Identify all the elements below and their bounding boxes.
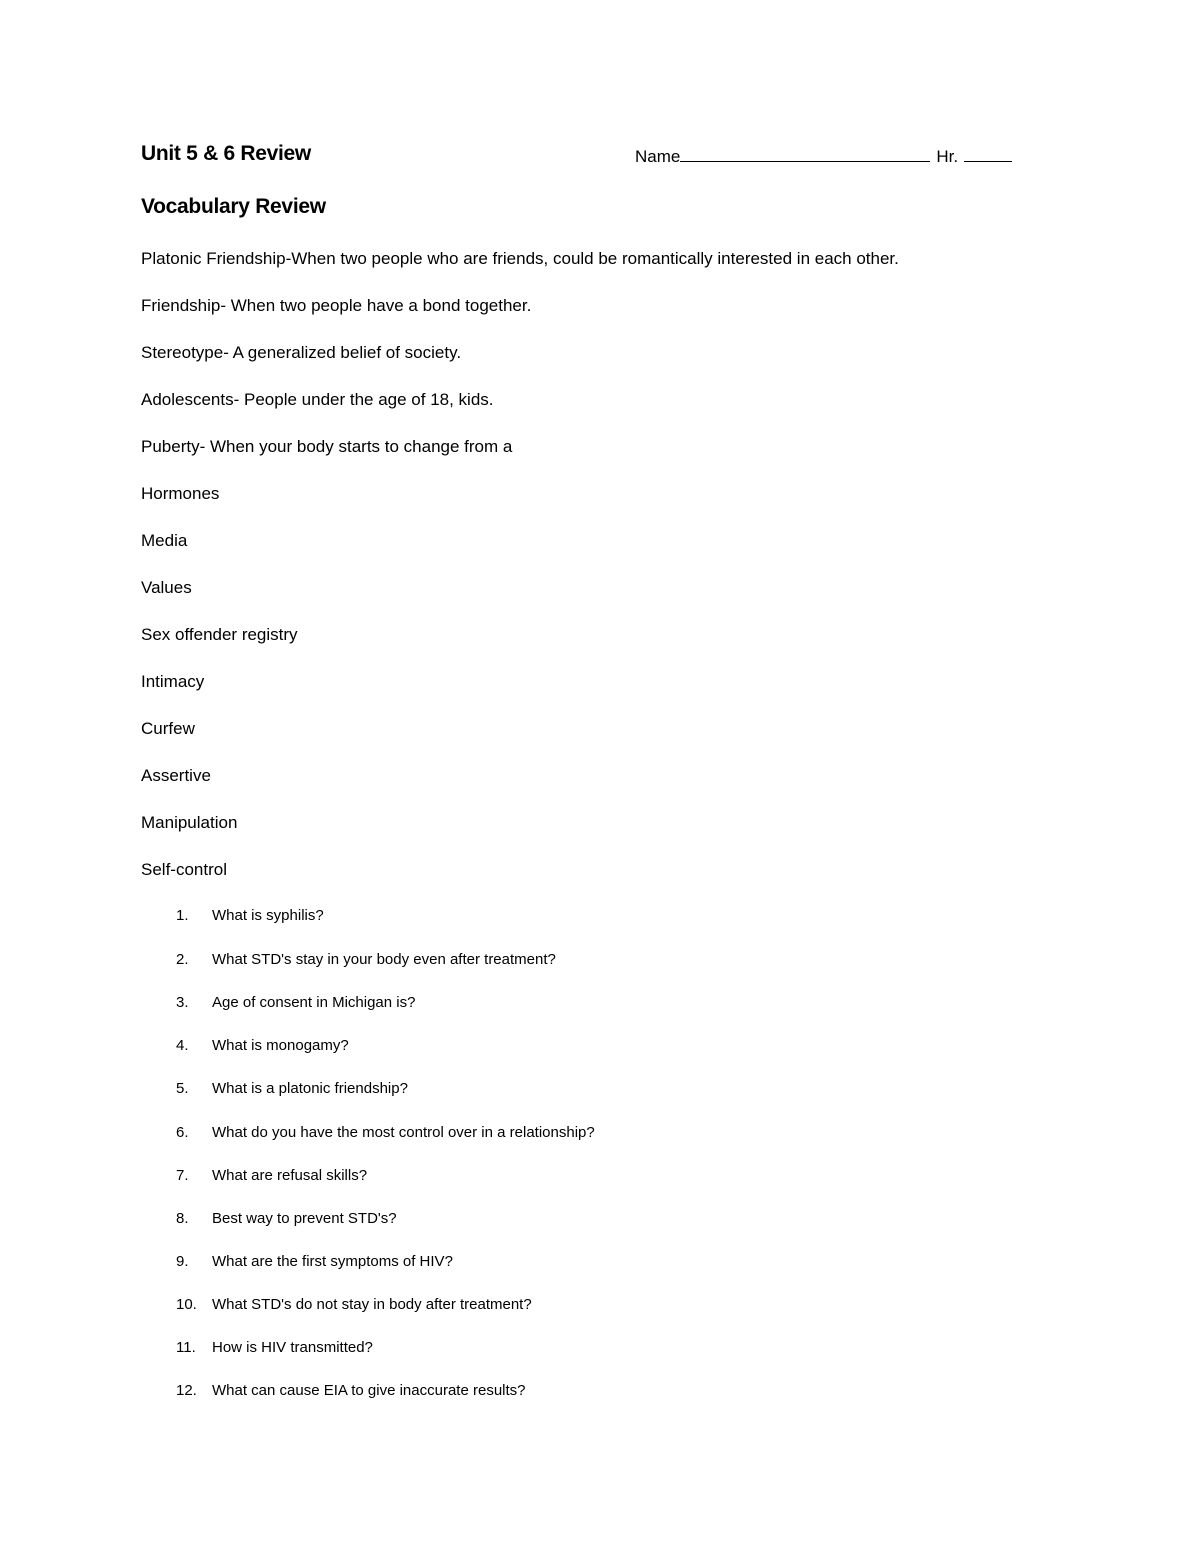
question-number: 11. [176, 1339, 196, 1356]
vocab-item: Assertive [141, 766, 211, 785]
name-hour-line [635, 147, 1012, 167]
question-number: 4. [176, 1037, 189, 1054]
vocab-item: Adolescents- People under the age of 18, kids. [141, 390, 494, 409]
vocab-item: Intimacy [141, 672, 205, 691]
question-text: What are the first symptoms of HIV? [212, 1253, 453, 1270]
question-number: 1. [176, 907, 189, 924]
question-text: What do you have the most control over in a relationship? [212, 1124, 595, 1141]
question-text: How is HIV transmitted? [212, 1339, 373, 1356]
question-text: What is a platonic friendship? [212, 1080, 408, 1097]
hour-label: Hr. [936, 147, 959, 166]
question-number: 5. [176, 1080, 189, 1097]
question-number: 8. [176, 1210, 189, 1227]
question-number: 3. [176, 994, 189, 1011]
question-text: What STD's stay in your body even after treatment? [212, 951, 556, 968]
vocab-item: Curfew [141, 719, 195, 738]
vocab-item: Self-control [141, 860, 227, 879]
vocab-item: Media [141, 531, 188, 550]
question-text: What can cause EIA to give inaccurate results? [212, 1382, 526, 1399]
vocab-item: Stereotype- A generalized belief of society. [141, 343, 462, 362]
vocab-item: Values [141, 578, 192, 597]
question-text: Age of consent in Michigan is? [212, 994, 416, 1011]
question-text: What are refusal skills? [212, 1167, 368, 1184]
question-number: 2. [176, 951, 189, 968]
question-number: 10. [176, 1296, 197, 1313]
question-text: What is syphilis? [212, 907, 324, 924]
question-number: 6. [176, 1124, 189, 1141]
vocab-item: Hormones [141, 484, 220, 503]
page-title: Unit 5 & 6 Review [141, 142, 311, 165]
question-number: 7. [176, 1167, 189, 1184]
question-number: 12. [176, 1382, 197, 1399]
question-text: What STD's do not stay in body after treatment? [212, 1296, 532, 1313]
hour-blank [964, 147, 1012, 162]
vocab-item: Friendship- When two people have a bond together. [141, 296, 532, 315]
vocab-item: Puberty- When your body starts to change from a [141, 437, 513, 456]
name-blank [680, 147, 930, 162]
question-text: Best way to prevent STD's? [212, 1210, 397, 1227]
vocab-item: Sex offender registry [141, 625, 298, 644]
section-title: Vocabulary Review [141, 195, 326, 218]
vocab-item: Manipulation [141, 813, 238, 832]
vocab-item: Platonic Friendship-When two people who are friends, could be romantically interested in each other. [141, 249, 899, 268]
name-label: Name [635, 147, 681, 166]
question-text: What is monogamy? [212, 1037, 349, 1054]
question-number: 9. [176, 1253, 189, 1270]
